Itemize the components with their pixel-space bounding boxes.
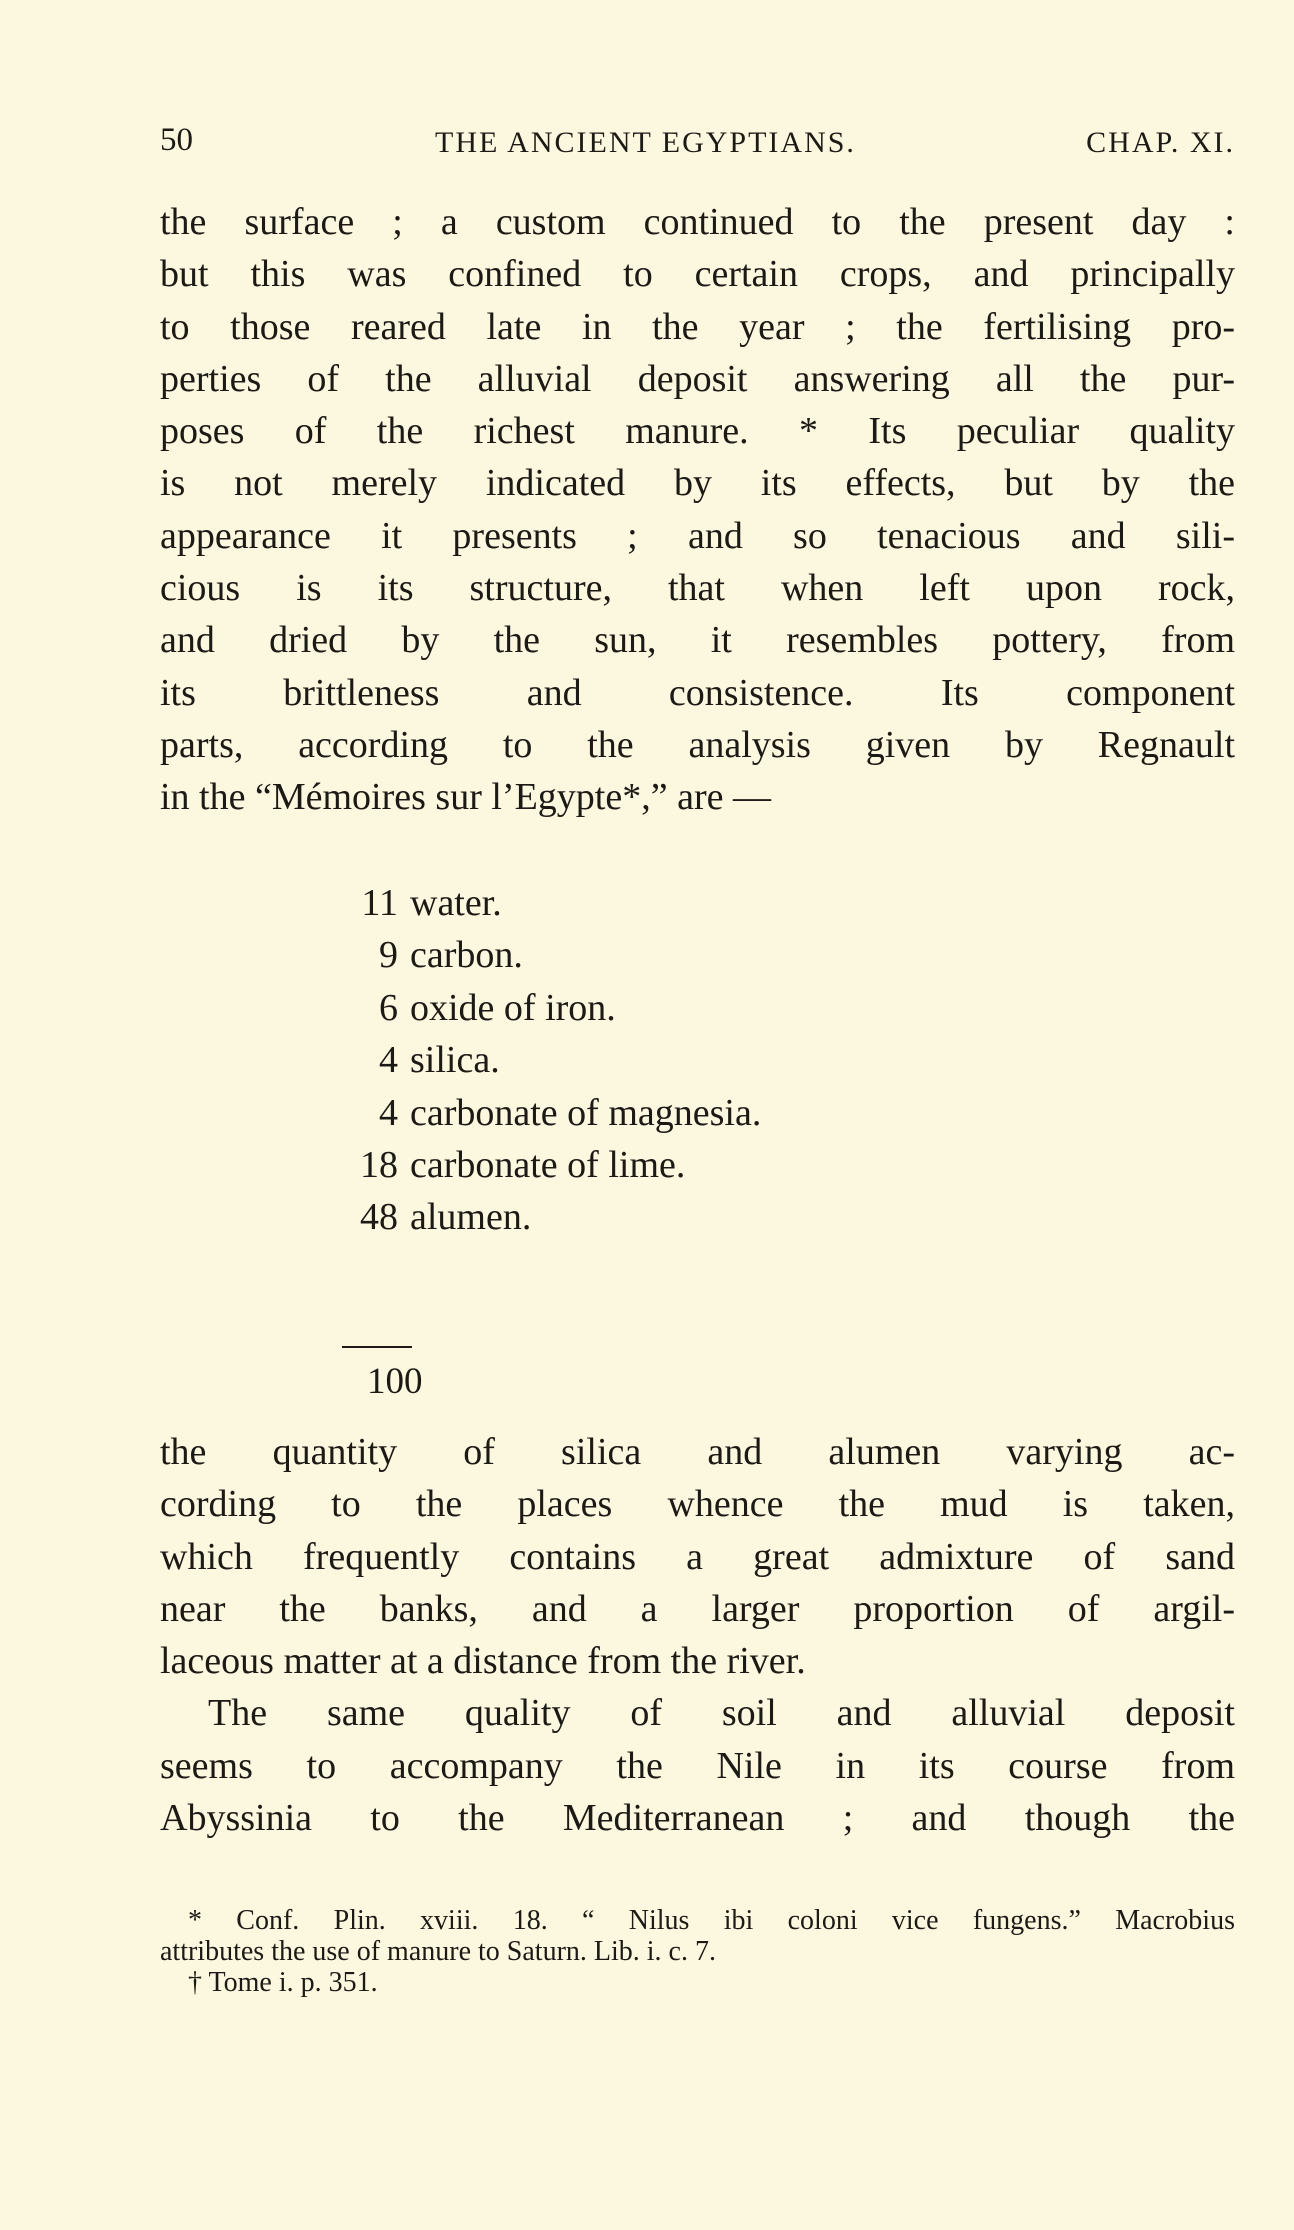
text-line: to those reared late in the year ; the fertilising pro- — [160, 305, 1235, 348]
composition-total: 100 — [367, 1361, 423, 1402]
text-line: Abyssinia to the Mediterranean ; and though the — [160, 1797, 1235, 1840]
composition-row — [340, 1087, 761, 1139]
text-line: appearance it presents ; and so tenacious and sili- — [160, 514, 1235, 557]
text-line: laceous matter at a distance from the river. — [160, 1640, 806, 1683]
composition-substance: silica. — [410, 1039, 500, 1082]
composition-row — [340, 877, 761, 929]
text-line: seems to accompany the Nile in its course from — [160, 1744, 1235, 1787]
paragraph-silica-alumen — [160, 1426, 1235, 1844]
text-line: The same quality of soil and alluvial deposit — [208, 1692, 1235, 1735]
mud-composition-table — [340, 877, 761, 1244]
text-line: cording to the places whence the mud is taken, — [160, 1483, 1235, 1526]
composition-quantity: 4 — [379, 1039, 398, 1082]
composition-substance: oxide of iron. — [410, 986, 616, 1029]
text-line: near the banks, and a larger proportion of argil- — [160, 1587, 1235, 1630]
footnote-line: * Conf. Plin. xviii. 18. “ Nilus ibi coloni vice fungens.” Macrobius — [188, 1905, 1235, 1936]
text-line: and dried by the sun, it resembles pottery, from — [160, 619, 1235, 662]
page-number: 50 — [160, 122, 193, 158]
text-line: poses of the richest manure. * Its peculiar quality — [160, 410, 1235, 453]
composition-row — [340, 1139, 761, 1191]
running-title: THE ANCIENT EGYPTIANS. — [435, 126, 856, 159]
chapter-label: CHAP. XI. — [1086, 126, 1235, 159]
composition-substance: carbonate of magnesia. — [410, 1091, 762, 1134]
composition-row — [340, 1191, 761, 1243]
sum-rule-divider — [342, 1346, 412, 1348]
text-line: parts, according to the analysis given by Regnault — [160, 723, 1235, 766]
composition-quantity: 9 — [379, 934, 398, 977]
composition-quantity: 48 — [360, 1196, 398, 1239]
composition-quantity: 18 — [360, 1143, 398, 1186]
text-line: perties of the alluvial deposit answering all the pur- — [160, 357, 1235, 400]
composition-quantity: 11 — [361, 882, 398, 924]
composition-quantity: 4 — [379, 1091, 398, 1134]
text-line: the surface ; a custom continued to the present day : — [160, 201, 1235, 243]
composition-row — [340, 1034, 761, 1086]
composition-row — [340, 982, 761, 1034]
composition-substance: alumen. — [410, 1196, 532, 1239]
text-line: is not merely indicated by its effects, but by the — [160, 462, 1235, 505]
text-line: its brittleness and consistence. Its component — [160, 671, 1235, 714]
text-line: the quantity of silica and alumen varying ac- — [160, 1431, 1235, 1473]
composition-substance: carbonate of lime. — [410, 1143, 686, 1186]
text-line: cious is its structure, that when left upon rock, — [160, 567, 1235, 610]
footnotes — [160, 1905, 1235, 1998]
text-line: but this was confined to certain crops, and principally — [160, 253, 1235, 296]
running-header — [160, 122, 1235, 172]
text-line: in the “Mémoires sur l’Egypte*,” are — — [160, 776, 771, 819]
paragraph-soil-fertility — [160, 196, 1235, 824]
composition-substance: water. — [410, 882, 502, 924]
footnote-line: † Tome i. p. 351. — [188, 1967, 378, 1998]
composition-row — [340, 929, 761, 981]
composition-substance: carbon. — [410, 934, 523, 977]
footnote-line: attributes the use of manure to Saturn. Lib. i. c. 7. — [160, 1936, 716, 1967]
composition-quantity: 6 — [379, 986, 398, 1029]
text-line: which frequently contains a great admixture of sand — [160, 1535, 1235, 1578]
